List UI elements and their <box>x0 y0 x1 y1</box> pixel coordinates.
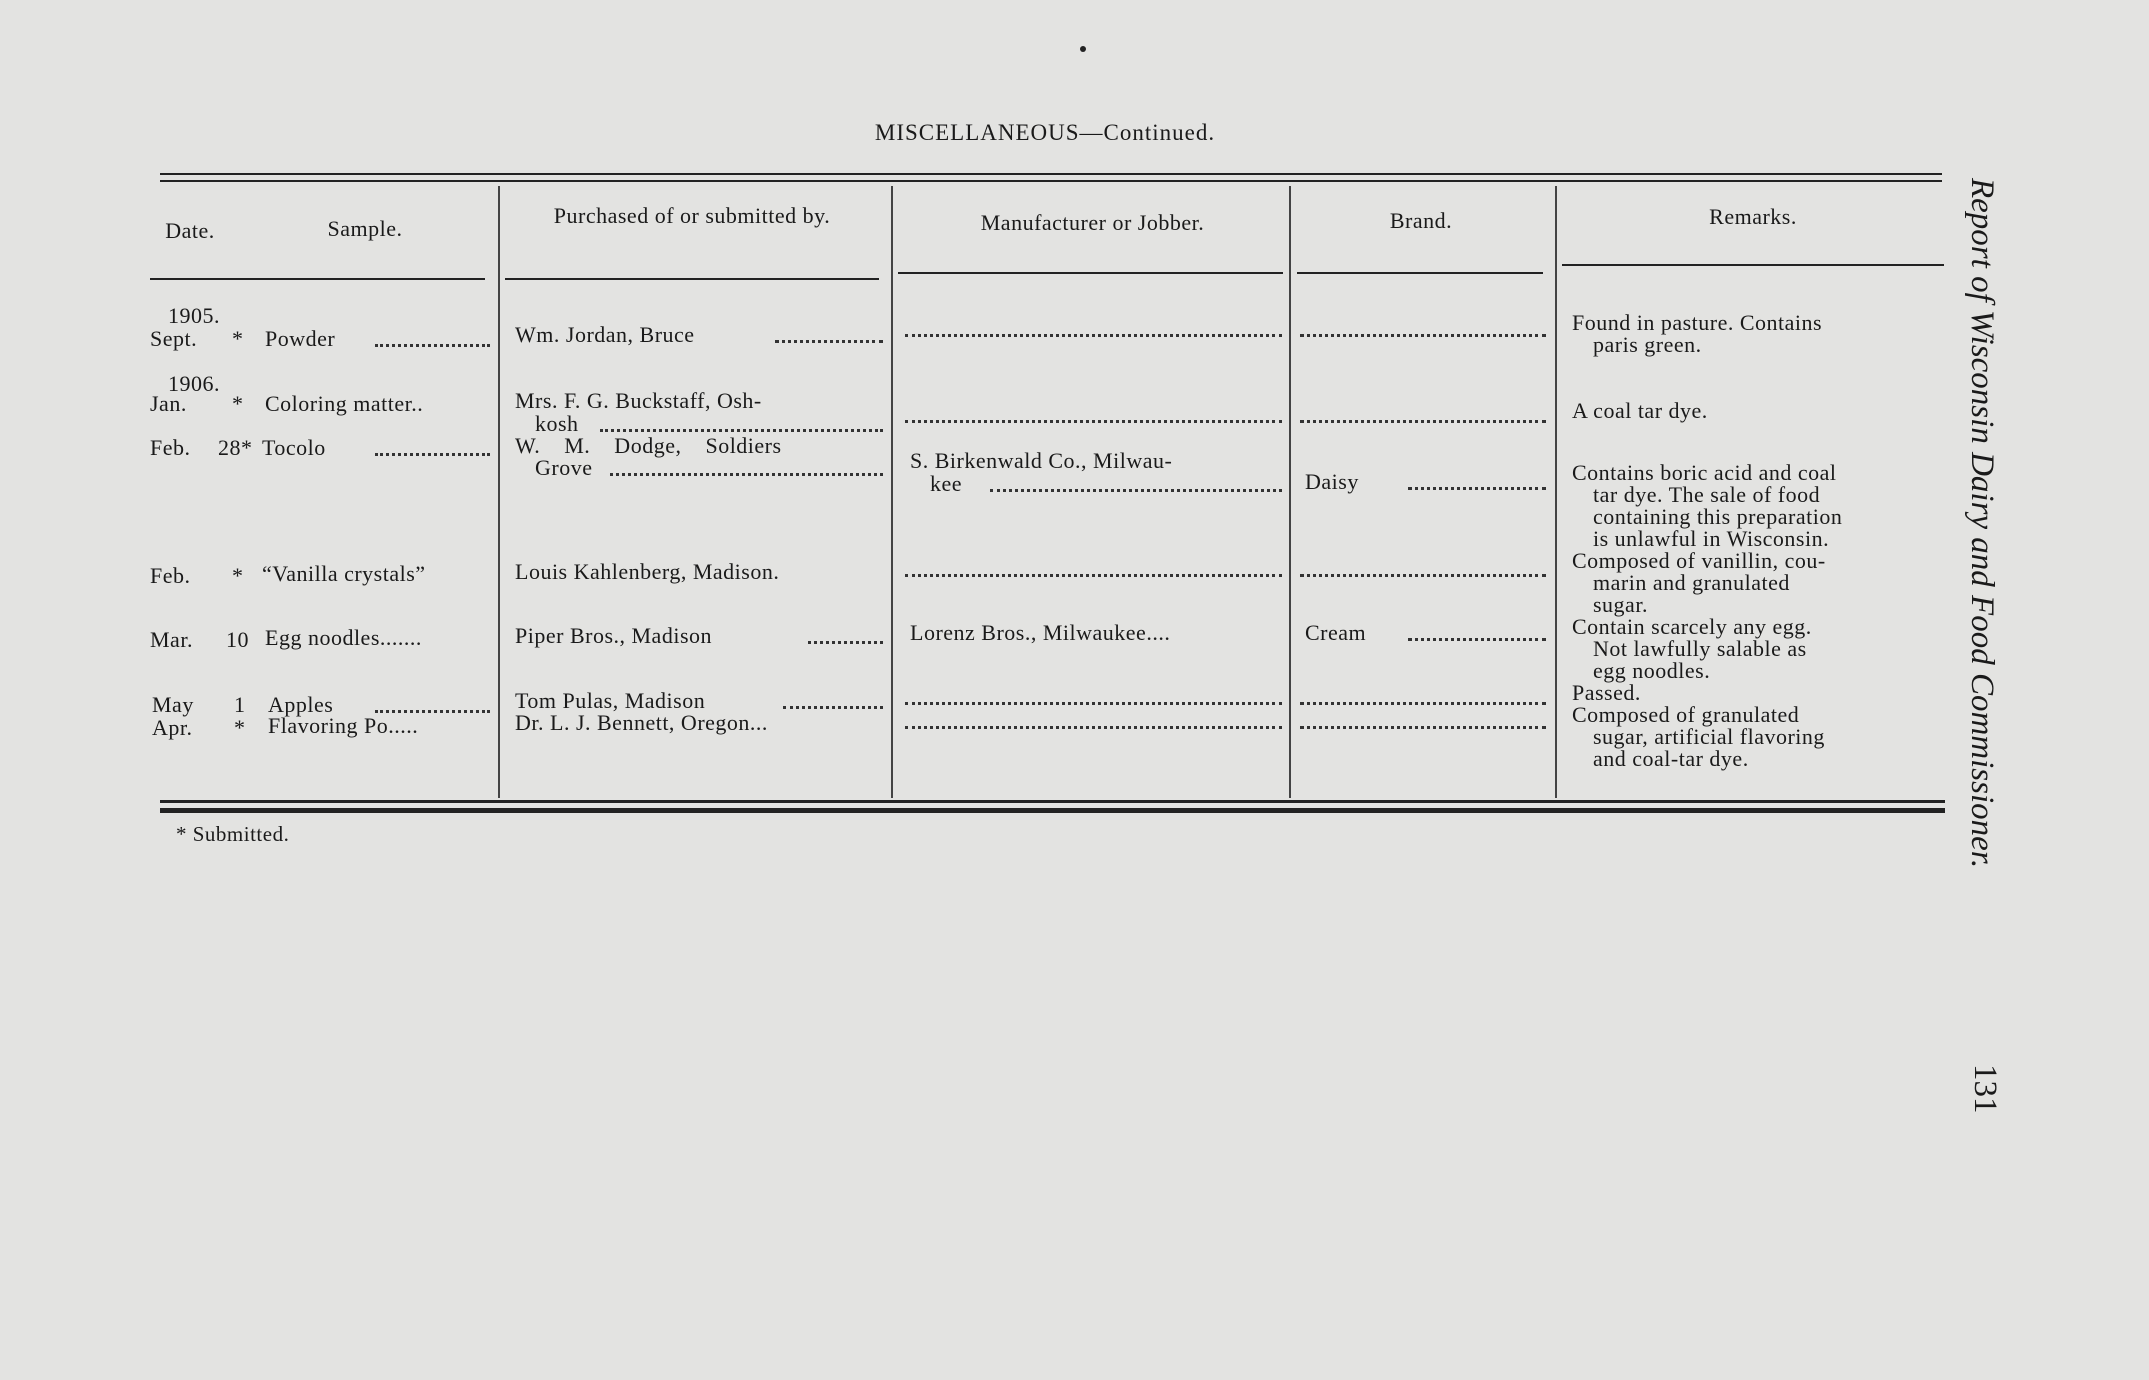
row-remarks: tar dye. The sale of food <box>1593 482 1821 507</box>
row-purchased: Dr. L. J. Bennett, Oregon... <box>515 710 768 735</box>
row-sample: Egg noodles....... <box>265 625 422 650</box>
row-date: Sept. <box>150 326 198 351</box>
header-remarks: Remarks. <box>1709 204 1797 229</box>
top-rule-thin <box>160 173 1942 175</box>
page-number: 131 <box>1967 1064 2003 1114</box>
row-day: * <box>234 715 246 740</box>
row-day: * <box>232 391 244 416</box>
row-purchased: Tom Pulas, Madison <box>515 688 706 713</box>
leader-dots <box>1300 726 1546 729</box>
header-purchased: Purchased of or submitted by. <box>553 203 831 228</box>
row-remarks: Not lawfully salable as <box>1593 636 1807 661</box>
leader-dots <box>1300 702 1546 705</box>
row-remarks: Contains boric acid and coal <box>1572 460 1837 485</box>
leader-dots <box>905 574 1282 577</box>
leader-dots <box>783 706 883 709</box>
leader-dots <box>1408 638 1546 641</box>
bottom-rule-thick <box>160 808 1945 813</box>
leader-dots <box>905 726 1282 729</box>
footnote: * Submitted. <box>176 822 290 846</box>
leader-dots <box>1408 487 1546 490</box>
row-manufacturer: kee <box>930 471 963 496</box>
header-underline <box>1297 272 1543 274</box>
leader-dots <box>1300 574 1546 577</box>
header-brand: Brand. <box>1389 208 1453 233</box>
row-day: 10 <box>226 627 249 652</box>
leader-dots <box>990 489 1282 492</box>
row-purchased: kosh <box>535 411 579 436</box>
header-sample: Sample. <box>327 216 403 241</box>
row-remarks: Composed of granulated <box>1572 702 1800 727</box>
row-sample: Apples <box>268 692 334 717</box>
row-sample: Coloring matter.. <box>265 391 424 416</box>
header-manufacturer: Manufacturer or Jobber. <box>980 210 1205 235</box>
row-sample: Powder <box>265 326 336 351</box>
column-divider <box>498 186 500 798</box>
row-remarks: sugar, artificial flavoring <box>1593 724 1825 749</box>
header-underline <box>505 278 879 280</box>
row-day: 1 <box>234 692 246 717</box>
header-date: Date. <box>165 218 215 243</box>
top-rule <box>160 180 1942 182</box>
leader-dots <box>905 334 1282 337</box>
row-remarks: marin and granulated <box>1593 570 1790 595</box>
row-remarks: Contain scarcely any egg. <box>1572 614 1812 639</box>
leader-dots <box>600 429 883 432</box>
leader-dots <box>808 641 883 644</box>
leader-dots <box>1300 334 1546 337</box>
row-brand: Cream <box>1305 620 1367 645</box>
row-purchased: Wm. Jordan, Bruce <box>515 322 695 347</box>
bottom-rule <box>160 800 1945 803</box>
row-year: 1905. <box>168 303 220 328</box>
row-purchased: W. M. Dodge, Soldiers <box>515 433 782 458</box>
row-purchased: Grove <box>535 455 593 480</box>
column-divider <box>1555 186 1557 798</box>
row-purchased: Louis Kahlenberg, Madison. <box>515 559 780 584</box>
row-date: May <box>152 692 194 717</box>
page-title: MISCELLANEOUS—Continued. <box>874 120 1216 145</box>
row-remarks: containing this preparation <box>1593 504 1843 529</box>
row-remarks: paris green. <box>1593 332 1702 357</box>
leader-dots <box>610 473 883 476</box>
row-manufacturer: Lorenz Bros., Milwaukee.... <box>910 620 1171 645</box>
row-remarks: Passed. <box>1572 680 1641 705</box>
leader-dots <box>775 340 883 343</box>
row-year: 1906. <box>168 371 220 396</box>
row-remarks: is unlawful in Wisconsin. <box>1593 526 1830 551</box>
leader-dots <box>375 453 490 456</box>
row-date: Mar. <box>150 627 193 652</box>
header-underline <box>150 278 485 280</box>
header-underline <box>898 272 1283 274</box>
row-purchased: Mrs. F. G. Buckstaff, Osh- <box>515 388 762 413</box>
header-underline <box>1562 264 1944 266</box>
row-manufacturer: S. Birkenwald Co., Milwau- <box>910 448 1173 473</box>
print-speck <box>1080 46 1086 52</box>
row-sample: Flavoring Po..... <box>268 713 419 738</box>
row-remarks: and coal-tar dye. <box>1593 746 1749 771</box>
row-date: Jan. <box>150 391 187 416</box>
column-divider <box>891 186 893 798</box>
row-day: * <box>232 563 244 588</box>
row-remarks: Found in pasture. Contains <box>1572 310 1823 335</box>
column-divider <box>1289 186 1291 798</box>
row-purchased: Piper Bros., Madison <box>515 623 712 648</box>
row-remarks: Composed of vanillin, cou- <box>1572 548 1826 573</box>
running-header: Report of Wisconsin Dairy and Food Commissioner. <box>1964 178 2000 869</box>
leader-dots <box>905 702 1282 705</box>
row-day: * <box>232 326 244 351</box>
row-sample: Tocolo <box>262 435 326 460</box>
row-date: Apr. <box>152 715 193 740</box>
leader-dots <box>905 420 1282 423</box>
row-date: Feb. <box>150 435 191 460</box>
row-date: Feb. <box>150 563 191 588</box>
row-sample: “Vanilla crystals” <box>262 561 426 586</box>
row-remarks: egg noodles. <box>1593 658 1711 683</box>
leader-dots <box>375 344 490 347</box>
row-brand: Daisy <box>1305 469 1359 494</box>
row-day: 28* <box>218 435 253 460</box>
leader-dots <box>1300 420 1546 423</box>
row-remarks: A coal tar dye. <box>1572 398 1708 423</box>
row-remarks: sugar. <box>1593 592 1648 617</box>
